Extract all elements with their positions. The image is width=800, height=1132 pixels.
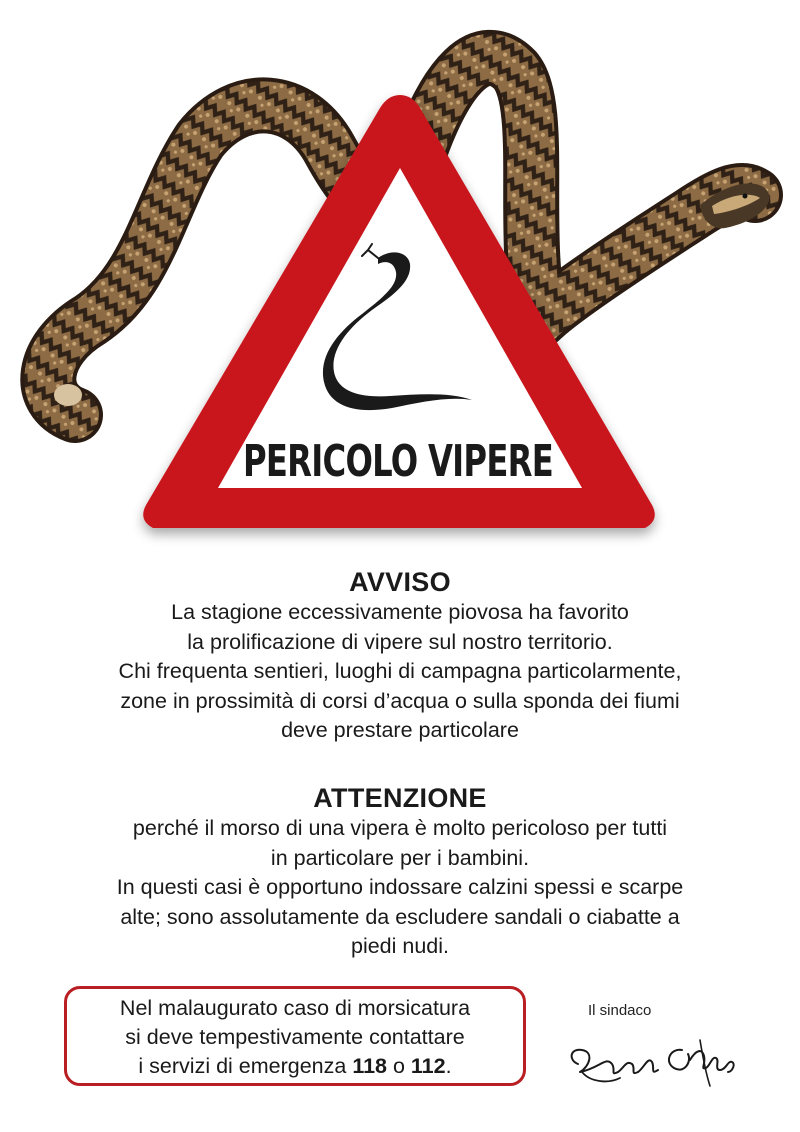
emergency-line-1: Nel malaugurato caso di morsicatura xyxy=(119,996,471,1020)
emergency-line-3-suffix: . xyxy=(445,1054,452,1078)
mayor-label: Il sindaco xyxy=(588,1002,652,1019)
emergency-connector: o xyxy=(387,1054,411,1078)
avviso-line: deve prestare particolare xyxy=(281,718,519,742)
emergency-line-3-prefix: i servizi di emergenza xyxy=(138,1054,353,1078)
attenzione-line: piedi nudi. xyxy=(350,934,450,958)
avviso-line: Chi frequenta sentieri, luoghi di campagna particolarmente, xyxy=(118,659,682,683)
attenzione-line: perché il morso di una vipera è molto pericoloso per tutti xyxy=(132,816,668,840)
mayor-signature-block xyxy=(560,998,760,1098)
attenzione-section xyxy=(40,782,760,962)
sign-title: PERICOLO VIPERE xyxy=(243,436,553,487)
signature-image xyxy=(560,1020,750,1095)
avviso-line: zone in prossimità di corsi d’acqua o sulla sponda dei fiumi xyxy=(120,688,680,713)
emergency-line-2: si deve tempestivamente contattare xyxy=(125,1025,465,1049)
avviso-section xyxy=(40,566,760,746)
attenzione-line: in particolare per i bambini. xyxy=(270,845,530,870)
attenzione-heading: ATTENZIONE xyxy=(313,783,487,813)
avviso-line: la prolificazione di vipere sul nostro territorio. xyxy=(187,629,613,654)
hero-illustration xyxy=(0,0,800,560)
emergency-box xyxy=(64,986,526,1086)
avviso-heading: AVVISO xyxy=(349,567,451,597)
attenzione-line: alte; sono assolutamente da escludere sandali o ciabatte a xyxy=(120,904,680,929)
avviso-line: La stagione eccessivamente piovosa ha favorito xyxy=(171,600,629,624)
emergency-number-112: 112 xyxy=(410,1054,446,1078)
attenzione-line: In questi casi è opportuno indossare calzini spessi e scarpe xyxy=(116,875,684,899)
emergency-number-118: 118 xyxy=(352,1054,387,1078)
emergency-line-3 xyxy=(67,1052,523,1081)
